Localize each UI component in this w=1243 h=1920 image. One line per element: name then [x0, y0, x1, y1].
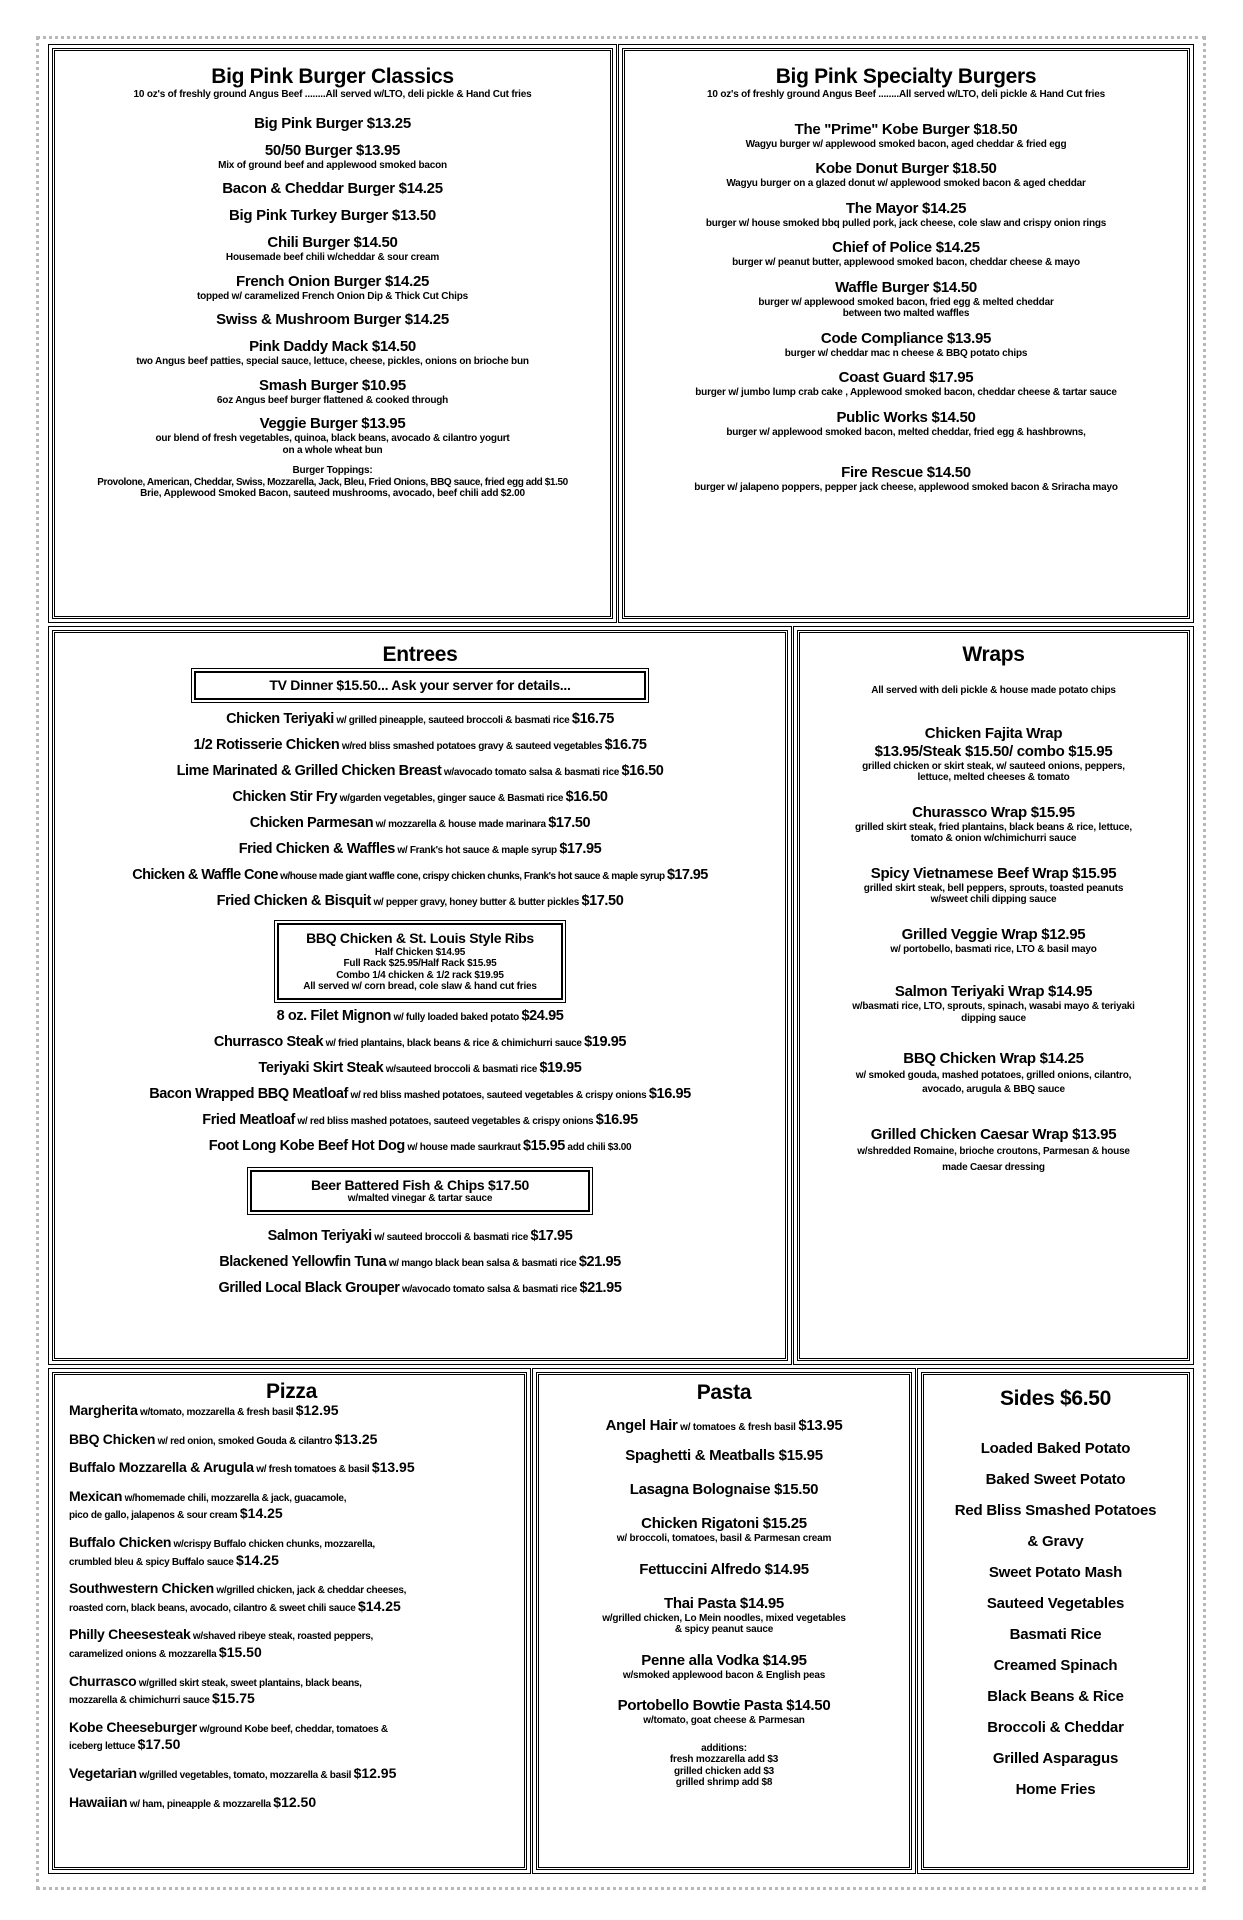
list-item: Grilled Chicken Caesar Wrap $13.95 w/shredded Romaine, brioche croutons, Parmesan & house made Caesar dressing [857, 1125, 1130, 1173]
list-item: Chicken Stir Fry w/garden vegetables, ginger sauce & Basmati rice $16.50 [232, 788, 608, 805]
pasta-list [539, 1417, 909, 1727]
list-item: Fire Rescue $14.50 burger w/ jalapeno poppers, pepper jack cheese, applewood smoked bacon & Sriracha mayo [694, 464, 1118, 493]
list-item: Veggie Burger $13.95 our blend of fresh vegetables, quinoa, black beans, avocado & cilantro yogurt on a whole wheat bun [155, 415, 510, 456]
list-item: Waffle Burger $14.50 burger w/ applewood smoked bacon, fried egg & melted cheddar between two malted waffles [758, 278, 1054, 319]
toppings-title: Burger Toppings: [292, 465, 373, 476]
list-item: Chief of Police $14.25 burger w/ peanut butter, applewood smoked bacon, cheddar cheese & mayo [732, 239, 1080, 268]
list-item: Margherita w/tomato, mozzarella & fresh basil $12.95 [69, 1402, 339, 1418]
list-item: Basmati Rice [1009, 1626, 1102, 1643]
list-item: Teriyaki Skirt Steak w/sauteed broccoli & basmati rice $19.95 [258, 1059, 582, 1076]
classics-subtitle: 10 oz's of freshly ground Angus Beef ........All served w/LTO, deli pickle & Hand Cut fries [133, 89, 532, 100]
pasta-section [536, 1372, 912, 1870]
entrees-list-c [55, 1224, 785, 1302]
list-item: Foot Long Kobe Beef Hot Dog w/ house made saurkraut $15.95 add chili $3.00 [208, 1137, 632, 1154]
list-item: Grilled Local Black Grouper w/avocado tomato salsa & basmati rice $21.95 [218, 1279, 622, 1296]
sides-title: Sides $6.50 [999, 1387, 1112, 1410]
classics-list [55, 115, 610, 457]
list-item: Smash Burger $10.95 6oz Angus beef burger flattened & cooked through [216, 376, 449, 406]
list-item: Salmon Teriyaki Wrap $14.95 w/basmati rice, LTO, sprouts, spinach, wasabi mayo & teriyaki dipping sauce [852, 983, 1135, 1024]
list-item: 1/2 Rotisserie Chicken w/red bliss smashed potatoes gravy & sauteed vegetables $16.75 [193, 736, 647, 753]
list-item: French Onion Burger $14.25 topped w/ caramelized French Onion Dip & Thick Cut Chips [196, 272, 469, 302]
list-item: Kobe Donut Burger $18.50 Wagyu burger on a glazed donut w/ applewood smoked bacon & aged cheddar [726, 160, 1086, 189]
list-item: Thai Pasta $14.95 w/grilled chicken, Lo Mein noodles, mixed vegetables & spicy peanut sauce [602, 1594, 846, 1635]
list-item: Red Bliss Smashed Potatoes [954, 1502, 1157, 1519]
list-item: Salmon Teriyaki w/ sauteed broccoli & basmati rice $17.95 [267, 1227, 573, 1244]
pizza-section [52, 1372, 527, 1870]
list-item: Chicken & Waffle Cone w/house made giant waffle cone, crispy chicken chunks, Frank's hot sauce & maple syrup $17.95 [132, 866, 708, 883]
specialty-list [625, 121, 1187, 494]
list-item: Angel Hair w/ tomatoes & fresh basil $13.95 [605, 1417, 843, 1434]
list-item: Fried Meatloaf w/ red bliss mashed potatoes, sauteed vegetables & crispy onions $16.95 [202, 1111, 638, 1128]
list-item: Philly Cheesesteak w/shaved ribeye steak, roasted peppers, caramelized onions & mozzarella $15.50 [69, 1626, 373, 1660]
list-item: Bacon & Cheddar Burger $14.25 [222, 180, 443, 197]
list-item: Grilled Asparagus [992, 1750, 1119, 1767]
pasta-title: Pasta [696, 1381, 752, 1404]
list-item: Chicken Fajita Wrap $13.95/Steak $15.50/ combo $15.95 grilled chicken or skirt steak, w/ sauteed onions, peppers, lettuce, melted cheeses & tomato [862, 724, 1125, 783]
toppings-line: Brie, Applewood Smoked Bacon, sauteed mushrooms, avocado, beef chili add $2.00 [140, 488, 525, 499]
list-item: Sauteed Vegetables [986, 1595, 1125, 1612]
list-item: Code Compliance $13.95 burger w/ cheddar mac n cheese & BBQ potato chips [784, 329, 1028, 359]
list-item: Lime Marinated & Grilled Chicken Breast w/avocado tomato salsa & basmati rice $16.50 [176, 762, 664, 779]
list-item: Southwestern Chicken w/grilled chicken, jack & cheddar cheeses, roasted corn, black beans, avocado, cilantro & sweet chili sauce $14.25 [69, 1580, 407, 1614]
tv-dinner: TV Dinner $15.50... Ask your server for details... [269, 677, 571, 693]
sides-list [924, 1433, 1187, 1805]
list-item: Penne alla Vodka $14.95 w/smoked applewood bacon & English peas [622, 1651, 826, 1681]
classics-section [52, 48, 613, 619]
addition-item: grilled chicken add $3 [673, 1765, 775, 1777]
list-item: Kobe Cheeseburger w/ground Kobe beef, cheddar, tomatoes & iceberg lettuce $17.50 [69, 1718, 388, 1753]
list-item: 8 oz. Filet Mignon w/ fully loaded baked potato $24.95 [276, 1007, 564, 1024]
list-item: Bacon Wrapped BBQ Meatloaf w/ red bliss mashed potatoes, sauteed vegetables & crispy onions $16.95 [149, 1085, 691, 1102]
specialty-title: Big Pink Specialty Burgers [775, 65, 1037, 88]
list-item: The "Prime" Kobe Burger $18.50 Wagyu burger w/ applewood smoked bacon, aged cheddar & fried egg [745, 120, 1067, 150]
list-item: Hawaiian w/ ham, pineapple & mozzarella $12.50 [69, 1793, 317, 1810]
list-item: Home Fries [1015, 1781, 1096, 1798]
list-item: Mexican w/homemade chili, mozzarella & jack, guacamole, pico de gallo, jalapenos & sour cream $14.25 [69, 1487, 347, 1522]
list-item: Fried Chicken & Bisquit w/ pepper gravy, honey butter & butter pickles $17.50 [216, 892, 624, 909]
list-item: Chicken Parmesan w/ mozzarella & house made marinara $17.50 [249, 814, 591, 831]
list-item: Vegetarian w/grilled vegetables, tomato, mozzarella & basil $12.95 [69, 1764, 397, 1781]
toppings [55, 465, 610, 500]
pizza-list [69, 1402, 514, 1811]
entrees-section [52, 630, 788, 1361]
list-item: Spaghetti & Meatballs $15.95 [625, 1447, 823, 1464]
list-item: Coast Guard $17.95 burger w/ jumbo lump crab cake , Applewood smoked bacon, cheddar cheese & tartar sauce [695, 369, 1117, 398]
list-item: Blackened Yellowfin Tuna w/ mango black bean salsa & basmati rice $21.95 [219, 1253, 621, 1270]
list-item: Loaded Baked Potato [980, 1440, 1131, 1457]
list-item: 50/50 Burger $13.95 Mix of ground beef and applewood smoked bacon [218, 141, 447, 171]
toppings-line: Provolone, American, Cheddar, Swiss, Mozzarella, Jack, Bleu, Fried Onions, BBQ sauce, fried egg add $1.50 [97, 476, 568, 488]
bbq-box: BBQ Chicken & St. Louis Style Ribs Half Chicken $14.95 Full Rack $25.95/Half Rack $15.95 Combo 1/4 chicken & 1/2 rack $19.95 All served w/ corn bread, cole slaw & hand cut fries [277, 923, 563, 1000]
classics-title: Big Pink Burger Classics [211, 65, 454, 88]
pizza-title: Pizza [265, 1380, 318, 1403]
list-item: Swiss & Mushroom Burger $14.25 [216, 311, 449, 328]
specialty-section [622, 48, 1190, 619]
additions-title: additions: [701, 1742, 747, 1754]
list-item: Fettuccini Alfredo $14.95 [639, 1560, 809, 1578]
list-item: Chili Burger $14.50 Housemade beef chili w/cheddar & sour cream [225, 234, 440, 263]
list-item: Grilled Veggie Wrap $12.95 w/ portobello, basmati rice, LTO & basil mayo [890, 925, 1097, 955]
list-item: Sweet Potato Mash [988, 1564, 1123, 1581]
list-item: Portobello Bowtie Pasta $14.50 w/tomato, goat cheese & Parmesan [617, 1697, 831, 1726]
entrees-list-a [55, 707, 785, 915]
list-item: Churrasco Steak w/ fried plantains, black beans & rice & chimichurri sauce $19.95 [213, 1033, 627, 1050]
wraps-subtitle: All served with deli pickle & house made potato chips [871, 685, 1116, 696]
wraps-title: Wraps [962, 643, 1025, 666]
list-item: Big Pink Burger $13.25 [254, 114, 411, 132]
wraps-list [800, 725, 1187, 1176]
pasta-additions [539, 1743, 909, 1789]
fish-box: Beer Battered Fish & Chips $17.50 w/malted vinegar & tartar sauce [250, 1170, 590, 1212]
list-item: Broccoli & Cheddar [987, 1719, 1124, 1736]
list-item: Fried Chicken & Waffles w/ Frank's hot sauce & maple syrup $17.95 [238, 840, 602, 857]
list-item: Buffalo Mozzarella & Arugula w/ fresh tomatoes & basil $13.95 [69, 1459, 415, 1476]
list-item: Big Pink Turkey Burger $13.50 [229, 207, 436, 224]
addition-item: fresh mozzarella add $3 [669, 1754, 779, 1765]
list-item: Chicken Teriyaki w/ grilled pineapple, sauteed broccoli & basmati rice $16.75 [226, 710, 614, 727]
list-item: Baked Sweet Potato [985, 1471, 1126, 1488]
list-item: Pink Daddy Mack $14.50 two Angus beef patties, special sauce, lettuce, cheese, pickles, onions on brioche bun [136, 338, 529, 367]
addition-item: grilled shrimp add $8 [675, 1777, 773, 1788]
list-item: Churassco Wrap $15.95 grilled skirt steak, fried plantains, black beans & rice, lettuce, tomato & onion w/chimichurri sauce [855, 803, 1132, 844]
entrees-title: Entrees [382, 643, 458, 666]
list-item: Spicy Vietnamese Beef Wrap $15.95 grilled skirt steak, bell peppers, sprouts, toasted peanuts w/sweet chili dipping sauce [863, 864, 1124, 905]
specialty-subtitle: 10 oz's of freshly ground Angus Beef ........All served w/LTO, deli pickle & Hand Cut fries [707, 89, 1105, 100]
bbq-title: BBQ Chicken & St. Louis Style Ribs [306, 929, 534, 946]
list-item: Churrasco w/grilled skirt steak, sweet plantains, black beans, mozzarella & chimichurri sauce $15.75 [69, 1672, 362, 1707]
wraps-section [797, 630, 1190, 1361]
list-item: BBQ Chicken w/ red onion, smoked Gouda & cilantro $13.25 [69, 1430, 378, 1447]
entrees-list-b [55, 1004, 785, 1160]
list-item: Black Beans & Rice [987, 1688, 1124, 1705]
list-item: Public Works $14.50 burger w/ applewood smoked bacon, melted cheddar, fried egg & hashbrowns, [726, 408, 1086, 438]
list-item: The Mayor $14.25 burger w/ house smoked bbq pulled pork, jack cheese, cole slaw and crispy onion rings [705, 199, 1107, 229]
list-item: Creamed Spinach [993, 1657, 1118, 1674]
sides-section [921, 1372, 1190, 1870]
tv-dinner-box [194, 671, 646, 700]
list-item: BBQ Chicken Wrap $14.25 w/ smoked gouda, mashed potatoes, grilled onions, cilantro, avocado, arugula & BBQ sauce [855, 1050, 1132, 1095]
list-item: Chicken Rigatoni $15.25 w/ broccoli, tomatoes, basil & Parmesan cream [616, 1515, 832, 1544]
fish-title: Beer Battered Fish & Chips $17.50 [310, 1176, 530, 1193]
list-item: & Gravy [1027, 1533, 1084, 1550]
list-item: Lasagna Bolognaise $15.50 [629, 1481, 819, 1498]
list-item: Buffalo Chicken w/crispy Buffalo chicken chunks, mozzarella, crumbled bleu & spicy Buffalo sauce $14.25 [69, 1533, 375, 1568]
